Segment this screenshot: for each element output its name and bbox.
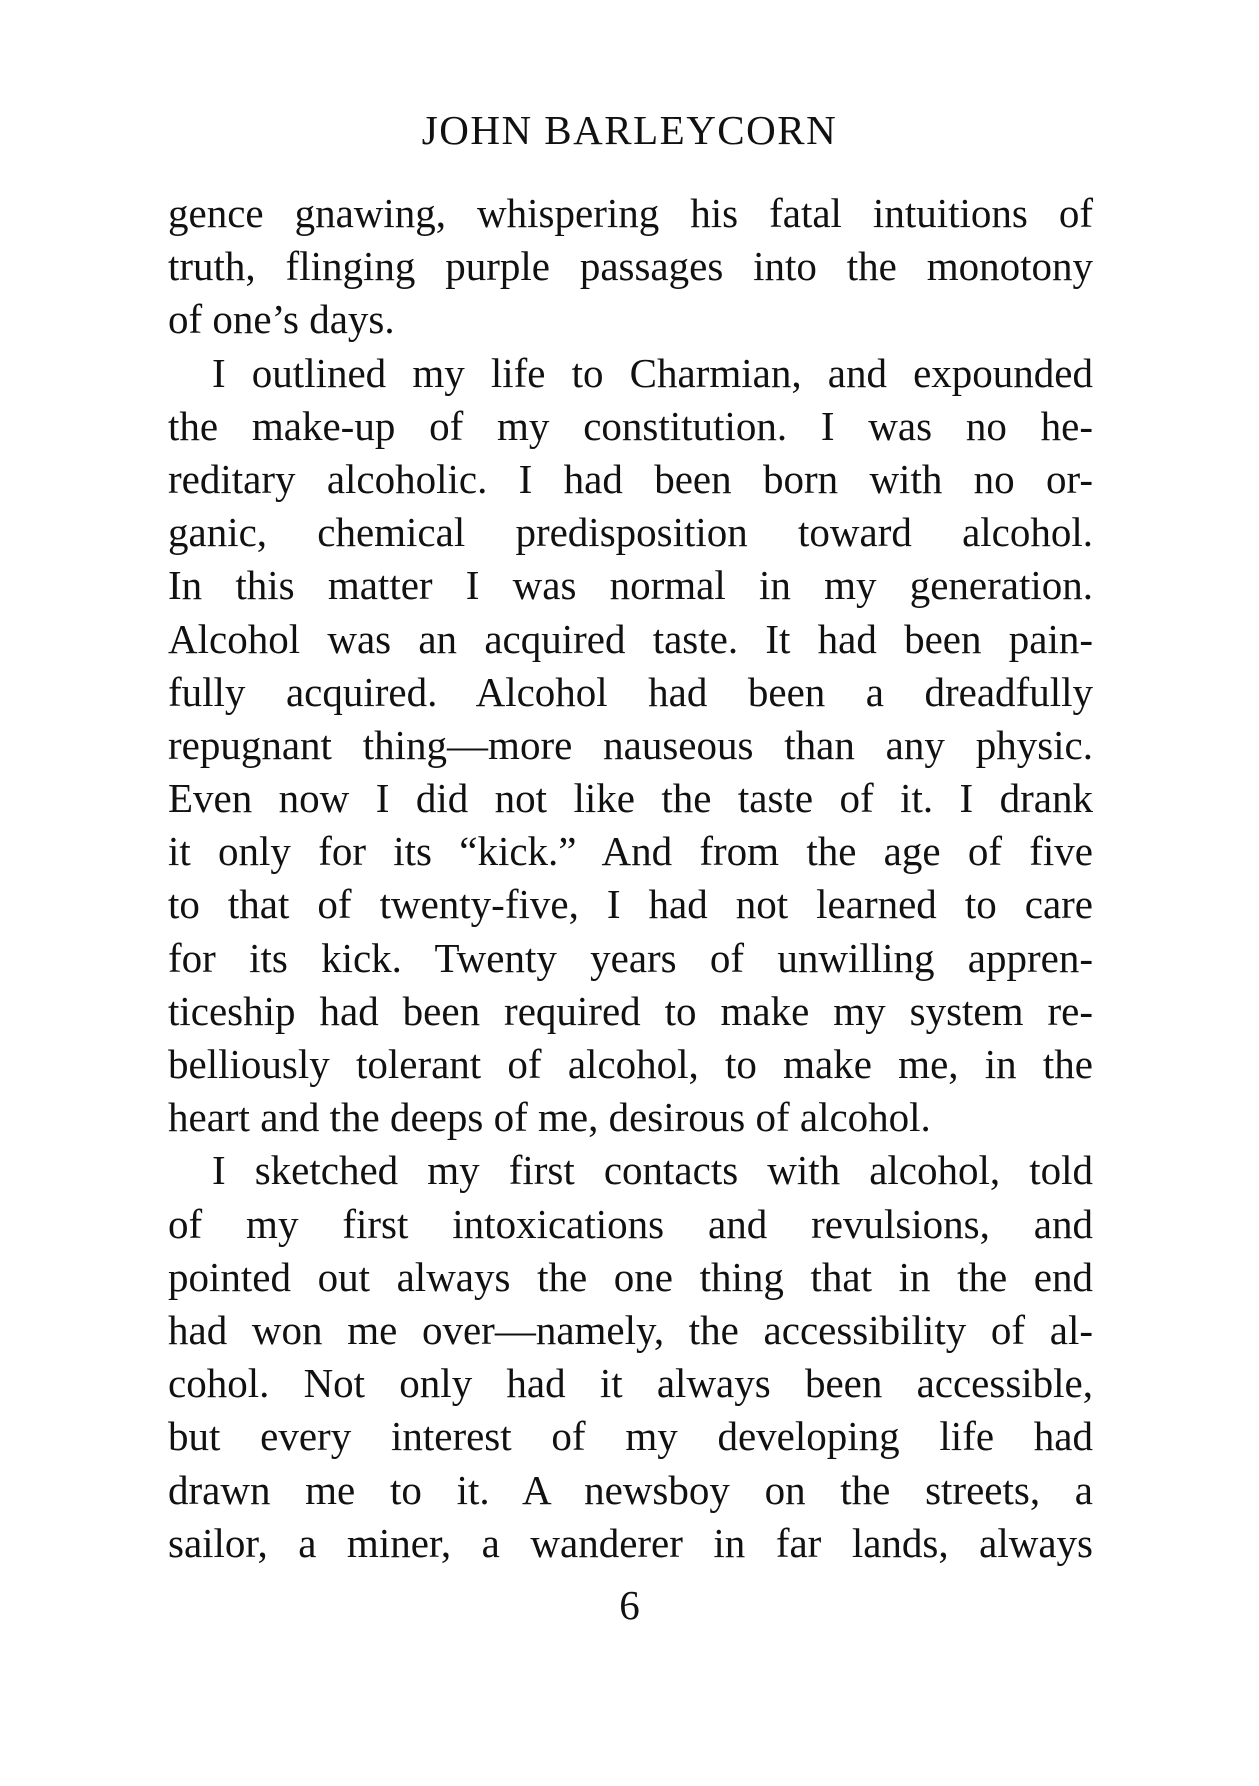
text-line: fully acquired. Alcohol had been a dreadfully [168, 668, 1093, 715]
text-line: pointed out always the one thing that in the end [168, 1253, 1093, 1300]
text-line: belliously tolerant of alcohol, to make me, in the [168, 1041, 1093, 1087]
text-line: In this matter I was normal in my generation. [168, 562, 1093, 609]
text-line: of my first intoxications and revulsions, and [168, 1200, 1093, 1247]
text-line: heart and the deeps of me, desirous of alcohol. [168, 1094, 931, 1141]
text-line: repugnant thing—more nauseous than any physic. [168, 721, 1093, 768]
text-line: ganic, chemical predisposition toward alcohol. [168, 509, 1093, 556]
text-line: truth, flinging purple passages into the monotony [168, 243, 1093, 290]
text-line: I outlined my life to Charmian, and expounded [212, 349, 1093, 396]
text-line: Even now I did not like the taste of it. I drank [168, 775, 1093, 822]
text-line: I sketched my first contacts with alcohol, told [212, 1147, 1093, 1194]
text-line: cohol. Not only had it always been accessible, [168, 1360, 1093, 1407]
paragraph [168, 187, 1093, 347]
text-line: had won me over—namely, the accessibility of al- [168, 1306, 1093, 1353]
paragraph [168, 1144, 1093, 1570]
text-line: sailor, a miner, a wanderer in far lands, always [168, 1519, 1093, 1566]
body-text [168, 187, 1093, 1570]
text-line: ticeship had been required to make my system re- [168, 987, 1093, 1034]
text-line: the make-up of my constitution. I was no he- [168, 402, 1093, 449]
paragraph [168, 347, 1093, 1145]
page-number: 6 [619, 1582, 640, 1628]
text-line: drawn me to it. A newsboy on the streets, a [168, 1466, 1093, 1513]
text-line: reditary alcoholic. I had been born with no or- [168, 455, 1093, 502]
text-line: gence gnawing, whispering his fatal intuitions of [168, 190, 1093, 236]
text-line: but every interest of my developing life had [168, 1413, 1093, 1460]
text-line: to that of twenty-five, I had not learned to care [168, 881, 1093, 928]
running-head: JOHN BARLEYCORN [421, 107, 838, 153]
text-line: Alcohol was an acquired taste. It had been pain- [168, 615, 1093, 662]
text-line: it only for its “kick.” And from the age of five [168, 828, 1093, 875]
text-line: for its kick. Twenty years of unwilling appren- [168, 934, 1093, 981]
text-line: of one’s days. [168, 296, 395, 343]
